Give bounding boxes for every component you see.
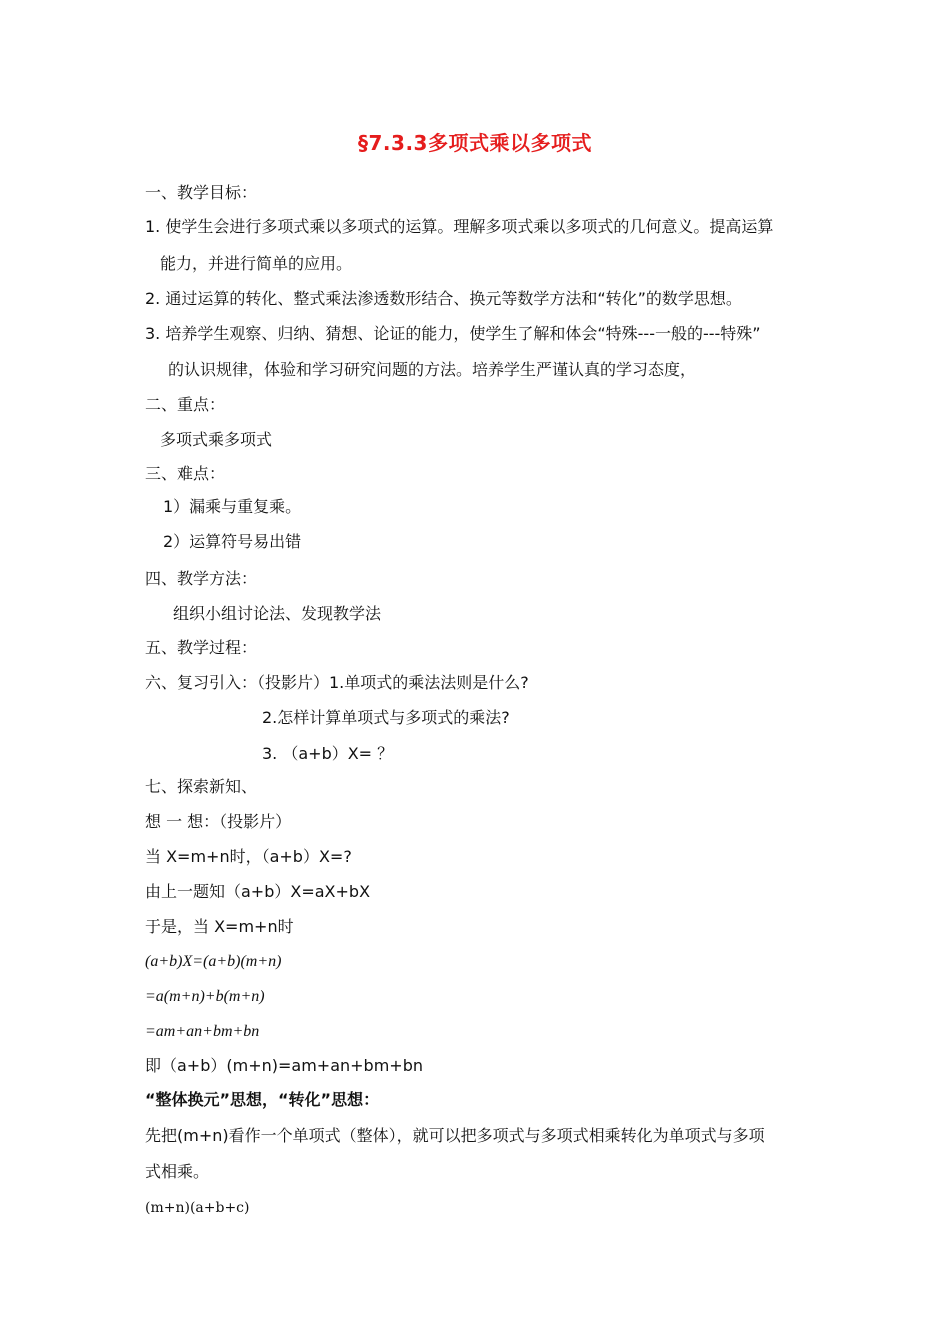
math-step-3: =am+an+bm+bn [145, 1023, 260, 1040]
document-title: §7.3.3多项式乘以多项式 [358, 131, 592, 155]
section-heading-objectives: 一、教学目标： [145, 183, 258, 202]
section-heading-key-points: 二、重点： [145, 395, 226, 414]
difficulty-1: 1）漏乘与重复乘。 [163, 497, 302, 516]
example-expression: (m+n)(a+b+c) [145, 1200, 250, 1216]
think-prompt: 想 一 想：（投影片） [145, 812, 292, 831]
math-step-2: =a(m+n)+b(m+n) [145, 988, 265, 1005]
objective-3-line-1: 3. 培养学生观察、归纳、猜想、论证的能力，使学生了解和体会“特殊---一般的---特殊” [145, 324, 761, 343]
math-line-from-previous: 由上一题知（a+b）X=aX+bX [145, 882, 371, 901]
objective-2: 2. 通过运算的转化、整式乘法渗透数形结合、换元等数学方法和“转化”的数学思想。 [145, 289, 742, 308]
key-point-text: 多项式乘多项式 [160, 430, 273, 449]
review-question-2: 2.怎样计算单项式与多项式的乘法? [262, 708, 510, 727]
math-conclusion: 即（a+b）(m+n)=am+an+bm+bn [145, 1056, 423, 1075]
math-line-when: 当 X=m+n时，（a+b）X=? [145, 847, 352, 866]
objective-1-line-2: 能力，并进行简单的应用。 [160, 254, 353, 273]
objective-3-line-2: 的认识规律，体验和学习研究问题的方法。培养学生严谨认真的学习态度， [168, 360, 697, 379]
idea-text-line-2: 式相乘。 [145, 1162, 210, 1181]
methods-text: 组织小组讨论法、发现教学法 [173, 604, 382, 623]
section-heading-explore: 七、探索新知、 [145, 777, 258, 796]
idea-heading: “整体换元”思想，“转化”思想： [145, 1090, 380, 1109]
review-intro-question-1: 六、复习引入：（投影片）1.单项式的乘法法则是什么? [145, 673, 529, 692]
section-heading-process: 五、教学过程： [145, 638, 258, 657]
objective-1-line-1: 1. 使学生会进行多项式乘以多项式的运算。理解多项式乘以多项式的几何意义。提高运算 [145, 217, 774, 236]
idea-text-line-1: 先把(m+n)看作一个单项式（整体），就可以把多项式与多项式相乘转化为单项式与多项 [145, 1126, 765, 1145]
review-question-3: 3. （a+b）X= ？ [262, 744, 394, 763]
section-heading-methods: 四、教学方法： [145, 569, 258, 588]
difficulty-2: 2）运算符号易出错 [163, 532, 302, 551]
math-step-1: (a+b)X=(a+b)(m+n) [145, 953, 282, 970]
math-line-then: 于是，当 X=m+n时 [145, 917, 294, 936]
section-heading-difficulties: 三、难点： [145, 464, 226, 483]
